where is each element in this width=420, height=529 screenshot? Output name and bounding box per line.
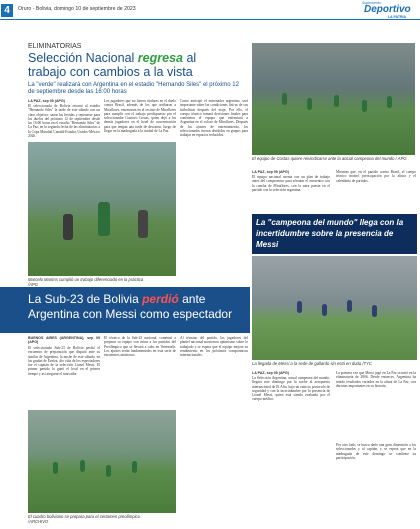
headline2-highlight: perdió (142, 292, 179, 306)
article2-photo-caption (28, 514, 176, 524)
player-figure (307, 98, 312, 110)
caption-text: La llegada de Messi a la sede de gallardo sin está en duda (252, 361, 362, 366)
supplement-label: Suplemento (362, 1, 381, 5)
article4-photo (252, 256, 417, 360)
dateline: Oruro - Bolivia, domingo 10 de septiembre de 2023 (18, 6, 136, 12)
player-figure (53, 462, 58, 474)
headline1-part1: Selección Nacional (28, 51, 135, 65)
article3-headline: La "campeona del mundo" llega con la incertidumbre sobre la presencia de Messi (256, 218, 404, 249)
article3-col2: Mientras que, en el partido contra Brasil, el cuerpo técnico mostró preocupación por la altura y el calendario de partidos. (336, 170, 416, 183)
article1-col3: Como anticipó el entrenador argentino, será importante saber las condiciones físicas de sus futbolistas después del viaje. Por ello, el cuerpo técnico tomará decisiones finales para conformar el equipo que enfrentará a Argentina en el coloso de Miraflores. Después de los ajustes de entrenamiento, los seleccionados fueron divididos en grupos para trabajar en espacios reducidos. (180, 99, 248, 138)
article3-photo-caption: El equipo de Costas quiere reivindicarse ante la actual campeona del mundo / APG (252, 156, 407, 161)
headline1-highlight: regresa (137, 51, 183, 65)
article3-headline-box (252, 214, 417, 254)
caption-credit: /APG (28, 282, 39, 287)
article4-col1: La Selección Argentina, actual campeona del mundo, llegará este domingo por la noche al aeropuerto internacional de El Alto, bajo un estricto protocolo de seguridad y con la incertidumbre por la presencia de Lionel Messi, quien está siendo evaluado por el cuerpo médico. (252, 376, 330, 402)
headline2-part1: La Sub-23 de Bolivia (28, 292, 139, 306)
article2-col1: El seleccionado Sub-23 de Bolivia perdió el encuentro de preparación que disputó ante su similar de Argentina, la noche de este sábado, en las gradas de Ezeiza, dio vida de los espectadores fue el capitán de la selección Lionel Messi. El primer partido lo ganó el local en el primer tiempo y así asegurar el marcador. (28, 346, 100, 376)
article1-col1: El seleccionado de Bolivia retornó al estadio "Hernando Siles" la tarde de este sábado con un claro objetivo: sanar las heridas y reponerse para los duelos del próximo 12 de septiembre desde las 16:00 horas en el estadio "Hernando Siles" de La Paz, en la segunda fecha de las eliminatorias a la Copa Mundial Canadá-Estados Unidos-México 2026. (28, 104, 100, 139)
player-figure (322, 304, 327, 316)
article4-photo-caption (252, 361, 417, 366)
player-figure (98, 202, 110, 236)
player-figure (347, 300, 352, 312)
article1-deck: La "verde" realizará con Argentina en el estadio "Hernando Siles" el próximo 12 de septiembre desde las 16:00 horas (28, 82, 239, 95)
article1-headline (28, 51, 243, 79)
supplement-name: Deportivo (364, 4, 411, 15)
article3-col1: El equipo nacional cuenta con un plan de trabajo antes del compromiso para afrontar el encuentro con la cancha de Miraflores, con la mira puesta en el partido con la selección argentina. (252, 175, 330, 192)
article2-col2: El técnico de la Sub-23 nacional, comenzó a preparar su equipo con miras a los partidos del Preolímpico que se llevará a cabo en Venezuela. Los ajustes serán fundamentales en esta serie de encuentros amistosos. (104, 336, 176, 358)
player-figure (334, 95, 339, 107)
headline2-line2: Argentina con Messi como espectador (28, 307, 233, 321)
article4-col2: La primera vez que Messi jugó en La Paz ocurrió en la eliminatoria de 2006. Desde entonces, Argentina ha tenido resultados variados en la altura de La Paz, con derrotas importantes en su historia. (336, 371, 416, 388)
player-figure (80, 460, 85, 472)
page-number: 4 (1, 4, 13, 17)
article3-photo (252, 43, 415, 155)
article1-photo (28, 142, 176, 276)
headline1-line2: trabajo con cambios a la vista (28, 65, 193, 79)
article4-col3: Por otro lado, se busca darle una gran dimensión a los seleccionados y al capitán, y se espera que en la madrugada de este domingo se confirme su participación. (336, 443, 416, 460)
article2-dateline: BUENOS AIRES (ARGENTINA), sep 09 (APG) (28, 336, 100, 345)
player-figure (282, 93, 287, 105)
header-rule (0, 19, 420, 20)
player-figure (297, 301, 302, 313)
headline2-part2: ante (182, 292, 206, 306)
supplement-logo (362, 1, 420, 19)
supplement-paper: LA PATRIA (388, 15, 407, 19)
article1-photo-caption (28, 277, 176, 287)
player-figure (362, 100, 367, 112)
header-bar (0, 0, 420, 20)
player-figure (132, 461, 137, 473)
article2-photo (28, 410, 176, 513)
section-label: ELIMINATORIAS (28, 43, 82, 50)
player-figure (372, 305, 377, 317)
player-figure (138, 210, 148, 238)
headline1-part2: al (186, 51, 197, 65)
caption-credit: /TYC (362, 361, 372, 366)
article1-col2: Los jugadores que no fueron titulares en el duelo contra Brasil, además de los que arribaron a Miraflores, entrenaron en el recinto de Miraflores para cumplir con el trabajo predispuesto por el seleccionador Gustavo Costas, quien dejó a los demás jugadores en el hotel de concentración para que tengan una tarde de descanso, luego de llegar en la madrugada a la ciudad de La Paz. (104, 99, 176, 134)
article2-headline (28, 292, 248, 322)
player-figure (106, 465, 111, 477)
article4-dateline: LA PAZ, sep 09 (APG) (252, 371, 289, 375)
article1-dateline: LA PAZ, sep 09 (APG) (28, 99, 65, 103)
caption-credit: /ARCHIVO (28, 519, 49, 524)
article3-dateline: LA PAZ, sep 09 (APG) (252, 170, 289, 174)
player-figure (387, 96, 392, 108)
caption-text: El cuadro boliviano se prepara para el certamen preolímpico (28, 514, 140, 519)
player-figure (63, 214, 73, 240)
article2-col3: Al término del partido, los jugadores del plantel nacional mostraron optimismo sobre lo trabajado y se espera que el equipo mejore su rendimiento en los próximos compromisos internacionales. (180, 336, 248, 358)
caption-text: Marcelo Martins cumplió un trabajo diferenciado en la práctica (28, 277, 144, 282)
